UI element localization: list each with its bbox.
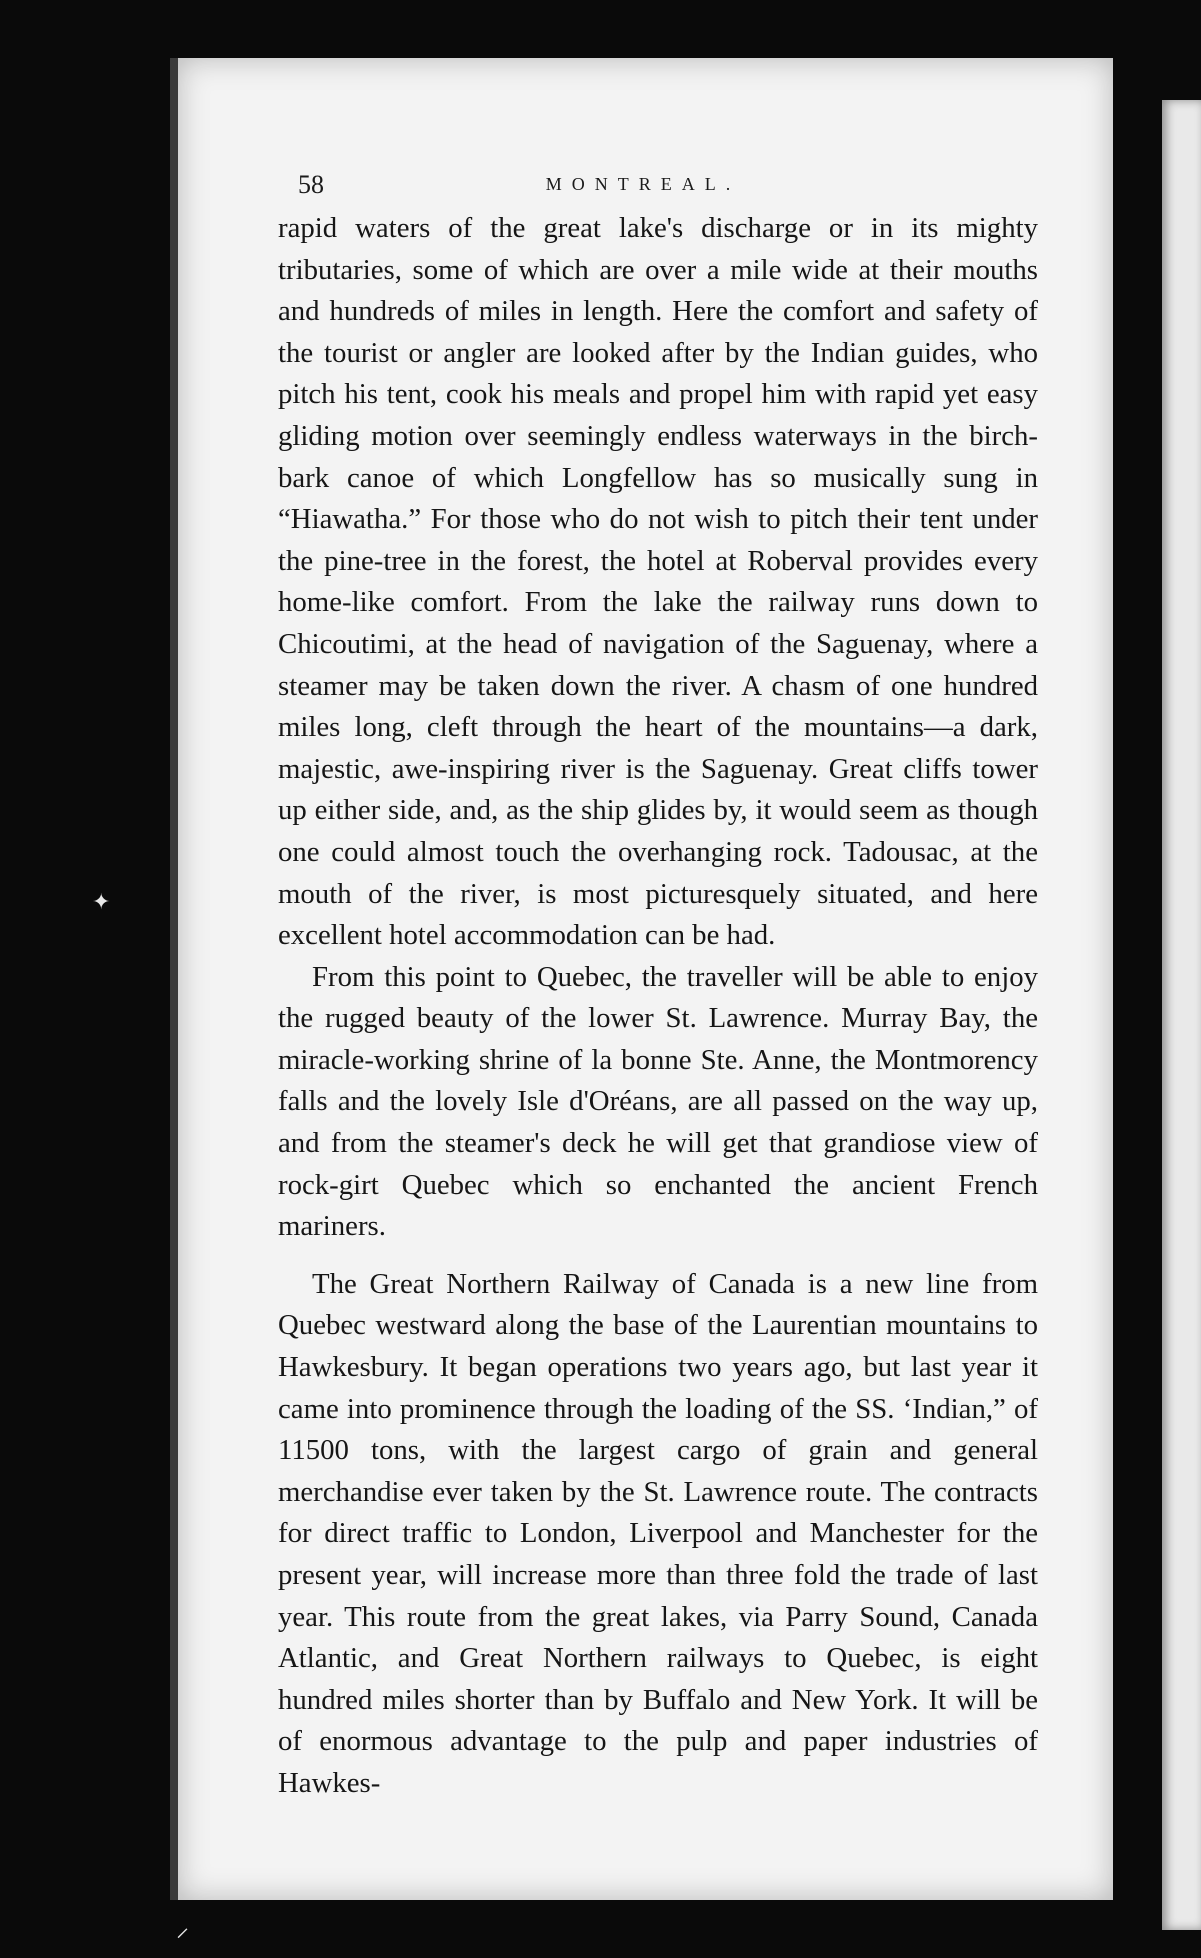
paragraph: From this point to Quebec, the traveller will be able to enjoy the rugged beauty of the lower St. Lawrence. Murray Bay, the miracle-working shrine of la bonne Ste. Anne, the Montmorency falls and the lovely Isle d'Oréans, are all passed on the way up, and from the steamer's deck he will get that grandiose view of rock-girt Quebec which so enchanted the ancient French mariners. [278, 960, 1038, 1243]
page-number: 58 [298, 170, 324, 199]
body-text [278, 208, 1038, 1805]
facing-page-edge [1162, 100, 1201, 1930]
scan-artifact-icon: ✦ [92, 890, 111, 915]
running-title: MONTREAL. [545, 174, 741, 194]
book-page [170, 58, 1113, 1900]
scan-artifact-icon: ⸝ [176, 1913, 190, 1943]
paragraph: The Great Northern Railway of Canada is a new line from Quebec westward along the base of the Laurentian mountains to Hawkesbury. It began operations two years ago, but last year it came into prominence through the loading of the SS. ‘Indian,” of 11500 tons, with the largest cargo of grain and general merchandise ever taken by the St. Lawrence route. The contracts for direct traffic to London, Liverpool and Manchester for the present year, will increase more than three fold the trade of last year. This route from the great lakes, via Parry Sound, Canada Atlantic, and Great Northern railways to Quebec, is eight hundred miles shorter than by Buffalo and New York. It will be of enormous advantage to the pulp and paper industries of Hawkes- [278, 1267, 1038, 1799]
paragraph-continued: rapid waters of the great lake's discharge or in its mighty tributaries, some of which are over a mile wide at their mouths and hundreds of miles in length. Here the comfort and safety of the tourist or angler are looked after by the Indian guides, who pitch his tent, cook his meals and propel him with rapid yet easy gliding motion over seemingly endless waterways in the birch-bark canoe of which Longfellow has so musically sung in “Hiawatha.” For those who do not wish to pitch their tent under the pine-tree in the forest, the hotel at Roberval provides every home-like comfort. From the lake the railway runs down to Chicoutimi, at the head of navigation of the Saguenay, where a steamer may be taken down the river. A chasm of one hundred miles long, cleft through the heart of the mountains—a dark, majestic, awe-inspiring river is the Saguenay. Great cliffs tower up either side, and, as the ship glides by, it would seem as though one could almost touch the overhanging rock. Tadousac, at the mouth of the river, is most picturesquely situated, and here excellent hotel accommodation can be had. [278, 212, 1038, 952]
